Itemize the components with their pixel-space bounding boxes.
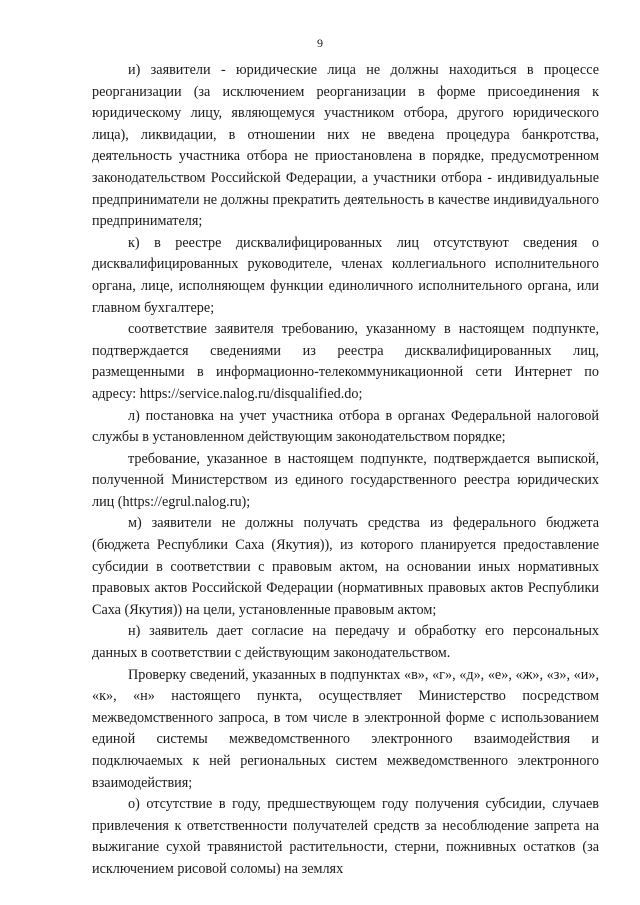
paragraph-i: и) заявители - юридические лица не должны находиться в процессе реорганизации (за исключением реорганизации в форме присоединения к юридическому лицу, являющемуся участником отбора, другого юридического лица), ликвидации, в отношении них не введена процедура банкротства, деятельность участника отбора не приостановлена в порядке, предусмотренном законодательством Российской Федерации, а участники отбора - индивидуальные предприниматели не должны прекратить деятельность в качестве индивидуального предпринимателя; [92,62,599,230]
page-number: 9 [317,36,323,50]
paragraph-k-verification: соответствие заявителя требованию, указанному в настоящем подпункте, подтверждается сведениями из реестра дисквалифицированных лиц, размещенными в информационно-телекоммуникационной сети Интернет по адресу: https://service.nalog.ru/disqualified.do; [92,321,599,402]
paragraph-n: н) заявитель дает согласие на передачу и обработку его персональных данных в соответствии с действующим законодательством. [92,623,599,662]
paragraph-k: к) в реестре дисквалифицированных лиц отсутствуют сведения о дисквалифицированных руководителе, членах коллегиального исполнительного органа, лице, исполняющем функции единоличного исполнительного органа, или главном бухгалтере; [92,234,599,316]
paragraph-o: о) отсутствие в году, предшествующем году получения субсидии, случаев привлечения к ответственности получателей средств за несоблюдение запрета на выжигание сухой травянистой растительности, стерни, пожнивных остатков (за исключением рисовой соломы) на землях [92,796,599,877]
document-body [92,60,599,881]
paragraph-l: л) постановка на учет участника отбора в органах Федеральной налоговой службы в установленном действующим законодательством порядке; [92,407,599,446]
paragraph-l-verification: требование, указанное в настоящем подпункте, подтверждается выпиской, полученной Министерством из единого государственного реестра юридических лиц (https://egrul.nalog.ru); [92,450,599,510]
paragraph-m: м) заявители не должны получать средства из федерального бюджета (бюджета Республики Саха (Якутия)), из которого планируется предоставление субсидии в соответствии с правовым актом, на основании иных нормативных правовых актов Российской Федерации (нормативных правовых актов Республики Саха (Якутия)) на цели, установленные правовым актом; [92,515,599,618]
paragraph-verification: Проверку сведений, указанных в подпунктах «в», «г», «д», «е», «ж», «з», «и», «к», «н» настоящего пункта, осуществляет Министерство посредством межведомственного запроса, в том числе в электронной форме с использованием единой системы межведомственного электронного взаимодействия и подключаемых к ней региональных систем межведомственного электронного взаимодействия; [92,666,599,791]
